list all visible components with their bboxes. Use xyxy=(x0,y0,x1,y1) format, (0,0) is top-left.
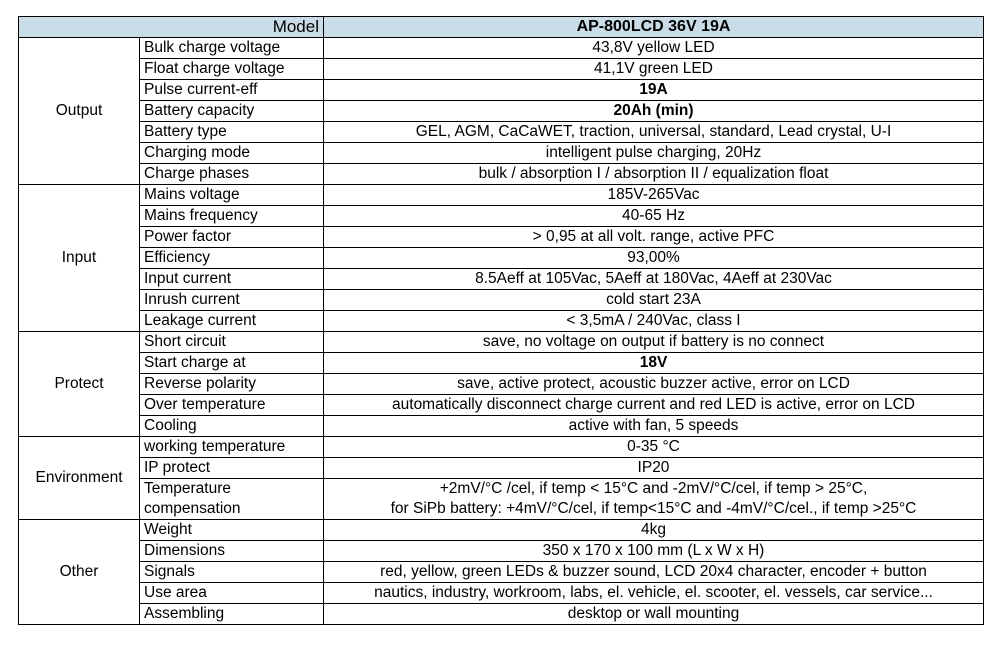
parameter-name xyxy=(140,479,324,520)
parameter-value: 18V xyxy=(324,353,984,374)
table-row xyxy=(19,479,984,520)
table-row xyxy=(19,395,984,416)
parameter-value: 20Ah (min) xyxy=(324,101,984,122)
parameter-name: Start charge at xyxy=(140,353,324,374)
table-row xyxy=(19,206,984,227)
parameter-name: Battery capacity xyxy=(140,101,324,122)
table-row xyxy=(19,604,984,625)
parameter-value: 0-35 °C xyxy=(324,437,984,458)
spec-table xyxy=(18,16,984,625)
parameter-name: Over temperature xyxy=(140,395,324,416)
parameter-value: < 3,5mA / 240Vac, class I xyxy=(324,311,984,332)
parameter-value: save, active protect, acoustic buzzer active, error on LCD xyxy=(324,374,984,395)
parameter-name: Reverse polarity xyxy=(140,374,324,395)
parameter-value-line-1: +2mV/°C /cel, if temp < 15°C and -2mV/°C/cel, if temp > 25°C, xyxy=(439,480,868,497)
parameter-name: Mains frequency xyxy=(140,206,324,227)
parameter-name: Mains voltage xyxy=(140,185,324,206)
parameter-value: red, yellow, green LEDs & buzzer sound, LCD 20x4 character, encoder + button xyxy=(324,562,984,583)
parameter-value: automatically disconnect charge current and red LED is active, error on LCD xyxy=(324,395,984,416)
parameter-name: Efficiency xyxy=(140,248,324,269)
parameter-name: IP protect xyxy=(140,458,324,479)
parameter-value: 41,1V green LED xyxy=(324,59,984,80)
parameter-name-line-1: Temperature xyxy=(144,480,232,497)
table-row xyxy=(19,520,984,541)
parameter-name: Bulk charge voltage xyxy=(140,38,324,59)
table-header-row xyxy=(19,17,984,38)
parameter-name: Short circuit xyxy=(140,332,324,353)
parameter-value xyxy=(324,479,984,520)
table-row xyxy=(19,122,984,143)
parameter-value: 19A xyxy=(324,80,984,101)
parameter-name-line-2: compensation xyxy=(144,500,241,517)
section-category: Input xyxy=(19,185,140,332)
parameter-value: bulk / absorption I / absorption II / equalization float xyxy=(324,164,984,185)
parameter-value: save, no voltage on output if battery is no connect xyxy=(324,332,984,353)
table-row xyxy=(19,583,984,604)
model-label: Model xyxy=(19,17,324,38)
table-row xyxy=(19,101,984,122)
parameter-value: 40-65 Hz xyxy=(324,206,984,227)
parameter-value: cold start 23A xyxy=(324,290,984,311)
parameter-name: Charge phases xyxy=(140,164,324,185)
parameter-name: Charging mode xyxy=(140,143,324,164)
parameter-name: Assembling xyxy=(140,604,324,625)
parameter-value: GEL, AGM, CaCaWET, traction, universal, standard, Lead crystal, U-I xyxy=(324,122,984,143)
parameter-value: 93,00% xyxy=(324,248,984,269)
parameter-name: Pulse current-eff xyxy=(140,80,324,101)
section-category: Other xyxy=(19,520,140,625)
parameter-name: Weight xyxy=(140,520,324,541)
parameter-name: Dimensions xyxy=(140,541,324,562)
table-row xyxy=(19,437,984,458)
table-row xyxy=(19,374,984,395)
parameter-name: Power factor xyxy=(140,227,324,248)
table-row xyxy=(19,416,984,437)
table-row xyxy=(19,562,984,583)
model-value: AP-800LCD 36V 19A xyxy=(324,17,984,38)
table-row xyxy=(19,59,984,80)
parameter-name: Cooling xyxy=(140,416,324,437)
parameter-value: 8.5Aeff at 105Vac, 5Aeff at 180Vac, 4Aeff at 230Vac xyxy=(324,269,984,290)
parameter-name: Float charge voltage xyxy=(140,59,324,80)
parameter-value-line-2: for SiPb battery: +4mV/°C/cel, if temp<15°C and -4mV/°C/cel., if temp >25°C xyxy=(390,500,917,517)
parameter-name: Battery type xyxy=(140,122,324,143)
table-row xyxy=(19,185,984,206)
table-row xyxy=(19,269,984,290)
parameter-name: Inrush current xyxy=(140,290,324,311)
table-row xyxy=(19,541,984,562)
section-category: Output xyxy=(19,38,140,185)
parameter-value: intelligent pulse charging, 20Hz xyxy=(324,143,984,164)
table-row xyxy=(19,353,984,374)
parameter-value: active with fan, 5 speeds xyxy=(324,416,984,437)
parameter-value: 43,8V yellow LED xyxy=(324,38,984,59)
parameter-name: Use area xyxy=(140,583,324,604)
parameter-value: > 0,95 at all volt. range, active PFC xyxy=(324,227,984,248)
parameter-name: working temperature xyxy=(140,437,324,458)
table-row xyxy=(19,143,984,164)
parameter-name: Signals xyxy=(140,562,324,583)
parameter-value: 185V-265Vac xyxy=(324,185,984,206)
table-row xyxy=(19,248,984,269)
parameter-value: 350 x 170 x 100 mm (L x W x H) xyxy=(324,541,984,562)
parameter-name: Input current xyxy=(140,269,324,290)
table-row xyxy=(19,311,984,332)
table-row xyxy=(19,38,984,59)
section-category: Protect xyxy=(19,332,140,437)
parameter-value: IP20 xyxy=(324,458,984,479)
parameter-name: Leakage current xyxy=(140,311,324,332)
table-row xyxy=(19,227,984,248)
spec-body xyxy=(19,38,984,625)
parameter-value: 4kg xyxy=(324,520,984,541)
table-row xyxy=(19,164,984,185)
parameter-value: nautics, industry, workroom, labs, el. vehicle, el. scooter, el. vessels, car service... xyxy=(324,583,984,604)
table-row xyxy=(19,458,984,479)
section-category: Environment xyxy=(19,437,140,520)
parameter-value: desktop or wall mounting xyxy=(324,604,984,625)
table-row xyxy=(19,80,984,101)
table-row xyxy=(19,332,984,353)
table-row xyxy=(19,290,984,311)
